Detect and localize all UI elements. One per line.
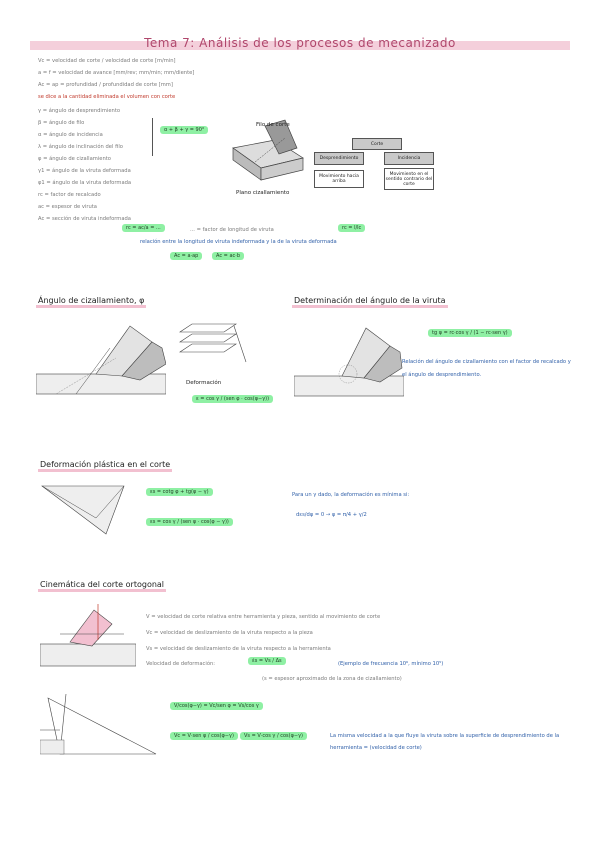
tree-leaf-2: Movimiento en el sentido contrario del corte (384, 168, 434, 190)
brace (152, 118, 156, 156)
definition-line: γ = ángulo de desprendimiento (38, 108, 121, 114)
kinematics-def-3: Vs = velocidad de deslizamiento de la viruta respecto a la herramienta (146, 646, 331, 652)
definition-line: φ = ángulo de cizallamiento (38, 156, 111, 162)
chip-angle-diagram (294, 318, 404, 418)
definition-line: β = ángulo de filo (38, 120, 85, 126)
tree-child-desprendimiento: Desprendimiento (314, 152, 364, 165)
definition-line: Ac = sección de viruta indeformada (38, 216, 131, 222)
section-heading-kinematics: Cinemática del corte ortogonal (38, 580, 166, 589)
plastic-formula-1: εs = cotg φ + tg(φ − γ) (146, 488, 213, 496)
page-title: Tema 7: Análisis de los procesos de mecanizado (144, 36, 456, 50)
kinematics-def-2: Vc = velocidad de deslizamiento de la viruta respecto a la pieza (146, 630, 313, 636)
chip-angle-formula: tg φ = rc·cos γ / (1 − rc·sen γ) (428, 329, 512, 337)
cutting-tool-sketch (225, 118, 315, 198)
tree-leaf-1: Movimiento hacia arriba (314, 170, 364, 188)
definition-line: ac = espesor de viruta (38, 204, 97, 210)
rc-note: ... = factor de longitud de viruta (190, 227, 274, 233)
section-heading-shear-angle: Ángulo de cizallamiento, φ (36, 296, 146, 305)
definition-line: Ac = ap = profundidad / profundidad de corte [mm] (38, 82, 173, 88)
kinematics-diagram (40, 600, 136, 682)
definition-line: Vc = velocidad de corte / velocidad de corte [m/min] (38, 58, 176, 64)
definition-line: α = ángulo de incidencia (38, 132, 103, 138)
deformation-caption: Deformación (186, 380, 222, 386)
rc-formula: rc = ac/a = ... (122, 224, 165, 232)
definition-line-highlight: se dice a la cantidad eliminada el volumen con corte (38, 94, 176, 100)
velocity-vc-formula: Vc = V·sen φ / cos(φ−γ) (170, 732, 238, 740)
chip-angle-note: Relación del ángulo de cizallamiento con el factor de recalcado y el ángulo de desprendimiento. (402, 359, 571, 378)
tree-child-incidencia: Incidencia (384, 152, 434, 165)
kinematics-def-1: V = velocidad de corte relativa entre herramienta y pieza, sentido al movimiento de corte (146, 614, 381, 620)
plastic-deformation-triangle (40, 482, 130, 542)
velocity-triangle-diagram (40, 690, 160, 760)
shear-angle-diagram (36, 318, 166, 418)
section-heading-chip-angle: Determinación del ángulo de la viruta (292, 296, 448, 305)
angle-sum-formula: α + β + γ = 90° (160, 126, 208, 134)
label-plano: Plano cizallamiento (236, 190, 290, 196)
deformation-formula: ε = cos γ / (sen φ · cos(φ−γ)) (192, 395, 273, 403)
strain-rate-note: (Ejemplo de frecuencia 10⁶, mínimo 10⁵) (338, 661, 444, 667)
strain-rate-label: Velocidad de deformación: (146, 661, 216, 667)
area-formula-2: Ac = ac·b (212, 252, 244, 260)
velocity-vs-formula: Vs = V·cos γ / cos(φ−γ) (240, 732, 307, 740)
plastic-min-formula: dεs/dφ = 0 → φ = π/4 + γ/2 (296, 512, 367, 518)
area-formula-1: Ac = a·ap (170, 252, 202, 260)
definition-line: γ1 = ángulo de la viruta deformada (38, 168, 131, 174)
section-heading-plastic: Deformación plástica en el corte (38, 460, 172, 469)
definitions-list (38, 58, 238, 228)
rc-formula-2: rc = l/lc (338, 224, 365, 232)
strain-rate-formula: ε̇s = Vs / Δs (248, 657, 286, 665)
shear-planes-sketch (174, 322, 264, 372)
tree-root: Corte (352, 138, 402, 150)
definition-line: λ = ángulo de inclinación del filo (38, 144, 123, 150)
label-filo: Filo de corte (256, 122, 290, 128)
strain-rate-note-2: (s = espesor aproximado de la zona de cizallamiento) (262, 676, 402, 682)
definition-line: φ1 = ángulo de la viruta deformada (38, 180, 132, 186)
velocity-sine-formula: V/cos(φ−γ) = Vc/sen φ = Vs/cos γ (170, 702, 263, 710)
definition-line: rc = factor de recalcado (38, 192, 101, 198)
definition-line: a = f = velocidad de avance [mm/rev; mm/min; mm/diente] (38, 70, 195, 76)
velocity-final-note: La misma velocidad a la que fluye la viruta sobre la superficie de desprendimiento de la herramienta = (velocidad de corte) (330, 733, 560, 751)
ac-note: relación entre la longitud de viruta indeformada y la de la viruta deformada (140, 239, 337, 245)
plastic-note: Para un γ dado, la deformación es mínima si: (292, 492, 410, 498)
plastic-formula-2: εs = cos γ / (sen φ · cos(φ − γ)) (146, 518, 233, 526)
